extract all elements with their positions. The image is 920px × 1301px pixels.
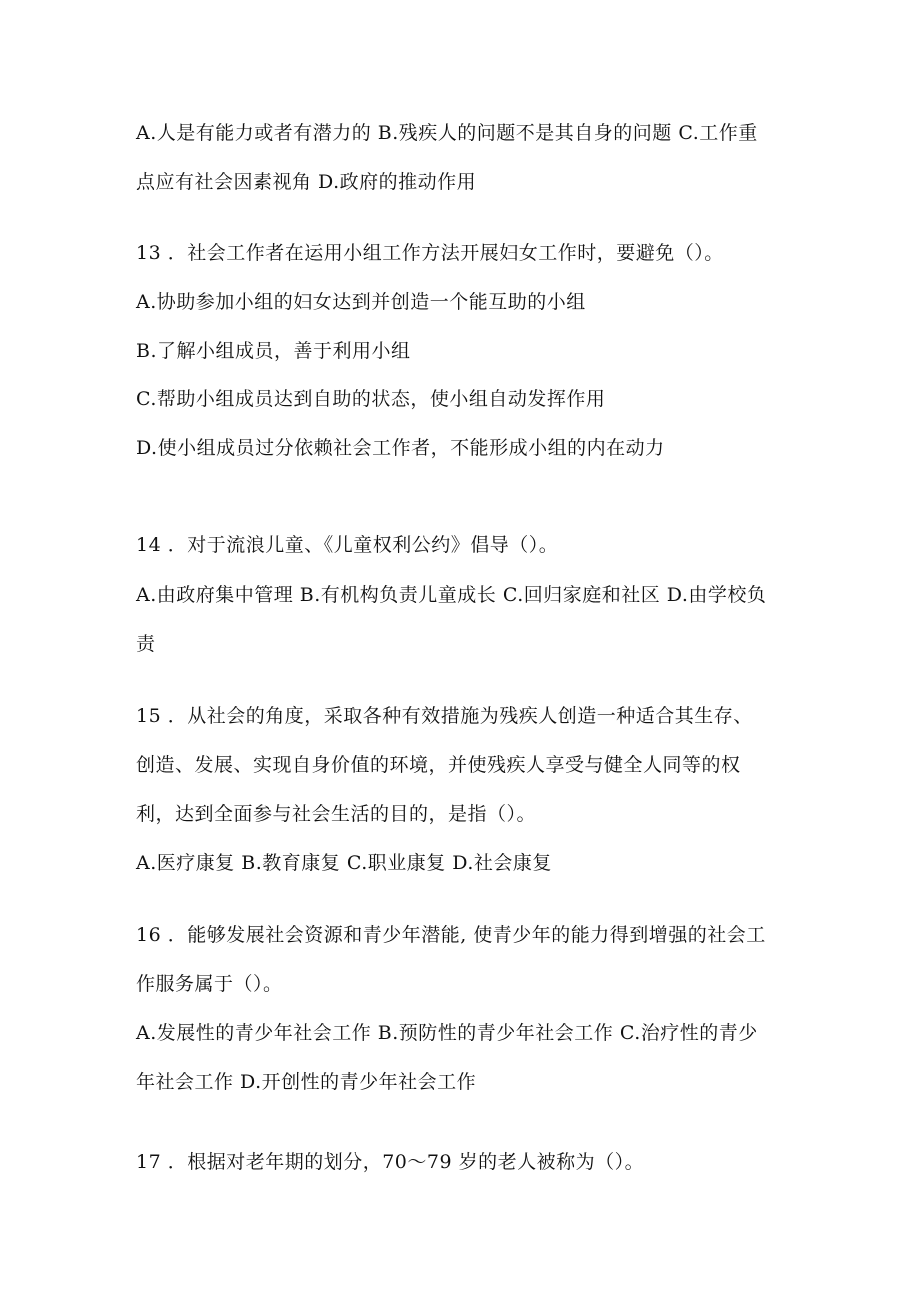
q15-question-line-2: 创造、发展、实现自身价值的环境，并使残疾人享受与健全人同等的权 xyxy=(136,754,741,776)
q14-options-line-2: 责 xyxy=(136,633,156,655)
q16-question-line-1: 16 ．能够发展社会资源和青少年潜能, 使青少年的能力得到增强的社会工 xyxy=(136,924,766,946)
q13-option-b: B.了解小组成员，善于利用小组 xyxy=(136,340,411,362)
q15-question-line-1: 15 ．从社会的角度，采取各种有效措施为残疾人创造一种适合其生存、 xyxy=(136,705,753,727)
q15-question-line-3: 利，达到全面参与社会生活的目的，是指（）。 xyxy=(136,803,537,825)
q13-option-a: A.协助参加小组的妇女达到并创造一个能互助的小组 xyxy=(136,291,586,313)
q17-question: 17 ．根据对老年期的划分，70～79 岁的老人被称为（）。 xyxy=(136,1151,645,1173)
q16-question-line-2: 作服务属于（）。 xyxy=(136,973,283,995)
q13-question: 13 ．社会工作者在运用小组工作方法开展妇女工作时，要避免（）。 xyxy=(136,242,724,264)
q16-options-line-2: 年社会工作 D.开创性的青少年社会工作 xyxy=(136,1071,477,1093)
q12-options-line-2: 点应有社会因素视角 D.政府的推动作用 xyxy=(136,171,477,193)
q13-option-d: D.使小组成员过分依赖社会工作者，不能形成小组的内在动力 xyxy=(136,437,665,459)
q14-options-line-1: A.由政府集中管理 B.有机构负责儿童成长 C.回归家庭和社区 D.由学校负 xyxy=(136,584,767,606)
q15-options: A.医疗康复 B.教育康复 C.职业康复 D.社会康复 xyxy=(136,852,552,874)
q14-question: 14 ．对于流浪儿童、《儿童权利公约》倡导（）。 xyxy=(136,534,559,556)
q13-option-c: C.帮助小组成员达到自助的状态，使小组自动发挥作用 xyxy=(136,388,606,410)
q12-options-line-1: A.人是有能力或者有潜力的 B.残疾人的问题不是其自身的问题 C.工作重 xyxy=(136,122,758,144)
q16-options-line-1: A.发展性的青少年社会工作 B.预防性的青少年社会工作 C.治疗性的青少 xyxy=(136,1022,758,1044)
